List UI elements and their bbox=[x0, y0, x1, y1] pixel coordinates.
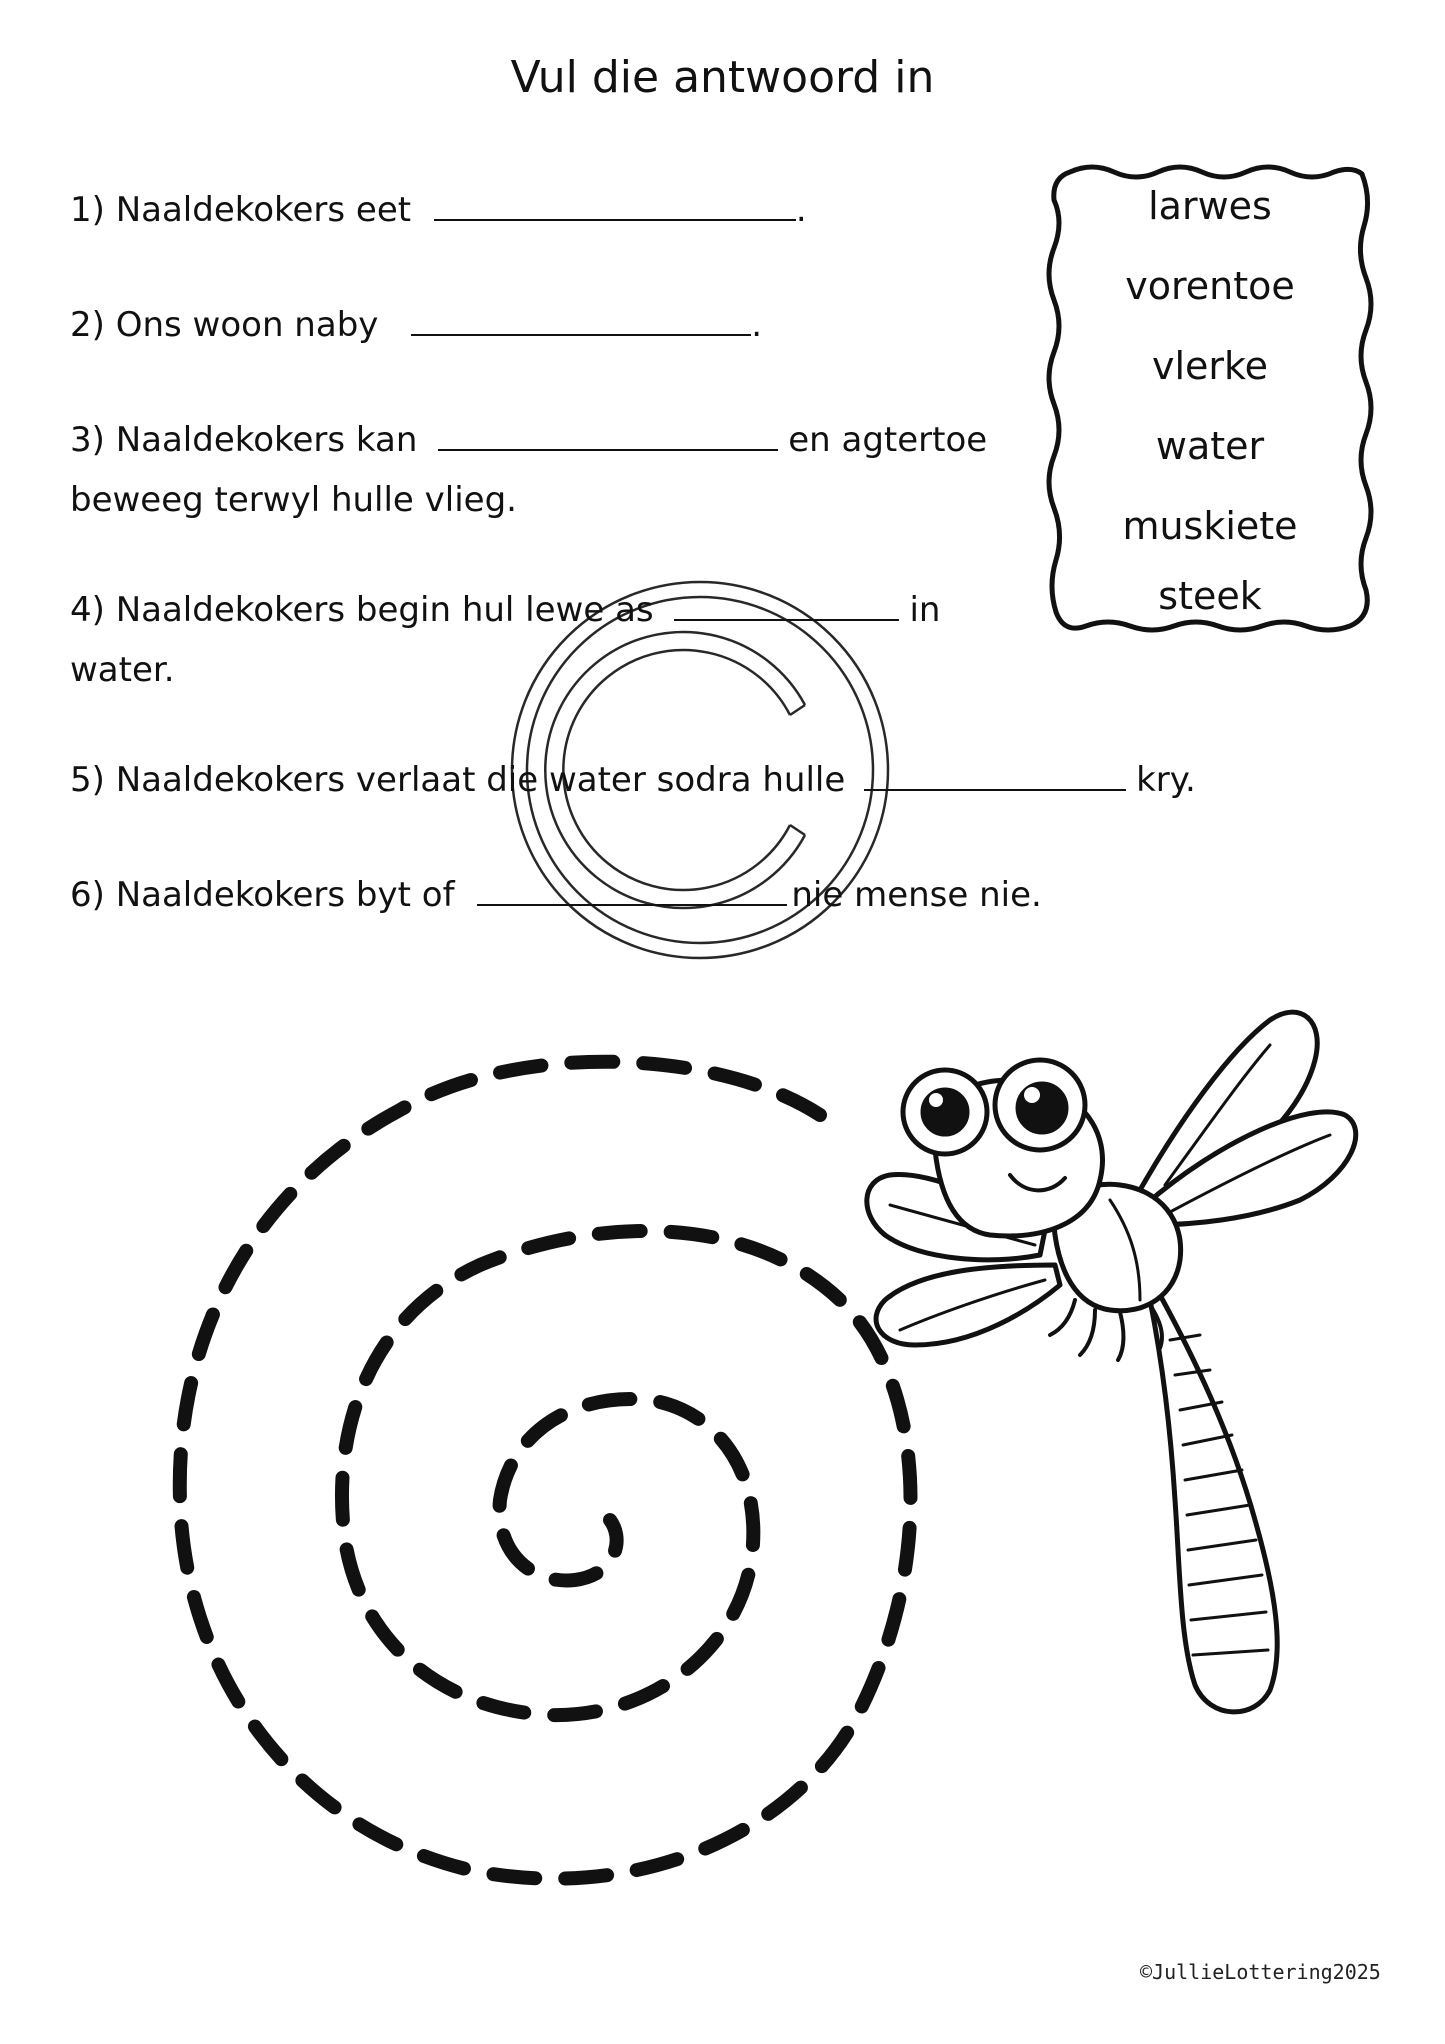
word-bank-item-4: water bbox=[1155, 424, 1265, 468]
question-3-text: 3) Naaldekokers kan bbox=[70, 420, 418, 460]
question-6-after: nie mense nie. bbox=[791, 875, 1042, 915]
question-5-after: kry. bbox=[1136, 760, 1196, 800]
question-2-after: . bbox=[751, 305, 763, 345]
word-bank-item-1: larwes bbox=[1148, 184, 1272, 228]
word-bank-item-5: muskiete bbox=[1122, 504, 1298, 548]
question-1-after: . bbox=[795, 190, 807, 230]
question-1-text: 1) Naaldekokers eet bbox=[70, 190, 412, 230]
question-6-text: 6) Naaldekokers byt of bbox=[70, 875, 455, 915]
question-4-after: in bbox=[909, 590, 941, 630]
question-3-after: en agtertoe bbox=[788, 420, 988, 460]
copyright-footer: ©JullieLottering2025 bbox=[1140, 1960, 1381, 1984]
question-5-text: 5) Naaldekokers verlaat die water sodra hulle bbox=[70, 760, 846, 800]
page-title: Vul die antwoord in bbox=[510, 52, 935, 103]
word-bank-item-3: vlerke bbox=[1151, 344, 1269, 388]
question-2-text: 2) Ons woon naby bbox=[70, 305, 379, 345]
question-4-line2: water. bbox=[70, 650, 175, 690]
question-4-text: 4) Naaldekokers begin hul lewe as bbox=[70, 590, 654, 630]
word-bank-item-2: vorentoe bbox=[1125, 264, 1295, 308]
question-3-line2: beweeg terwyl hulle vlieg. bbox=[70, 480, 517, 520]
word-bank-item-6: steek bbox=[1158, 574, 1262, 618]
